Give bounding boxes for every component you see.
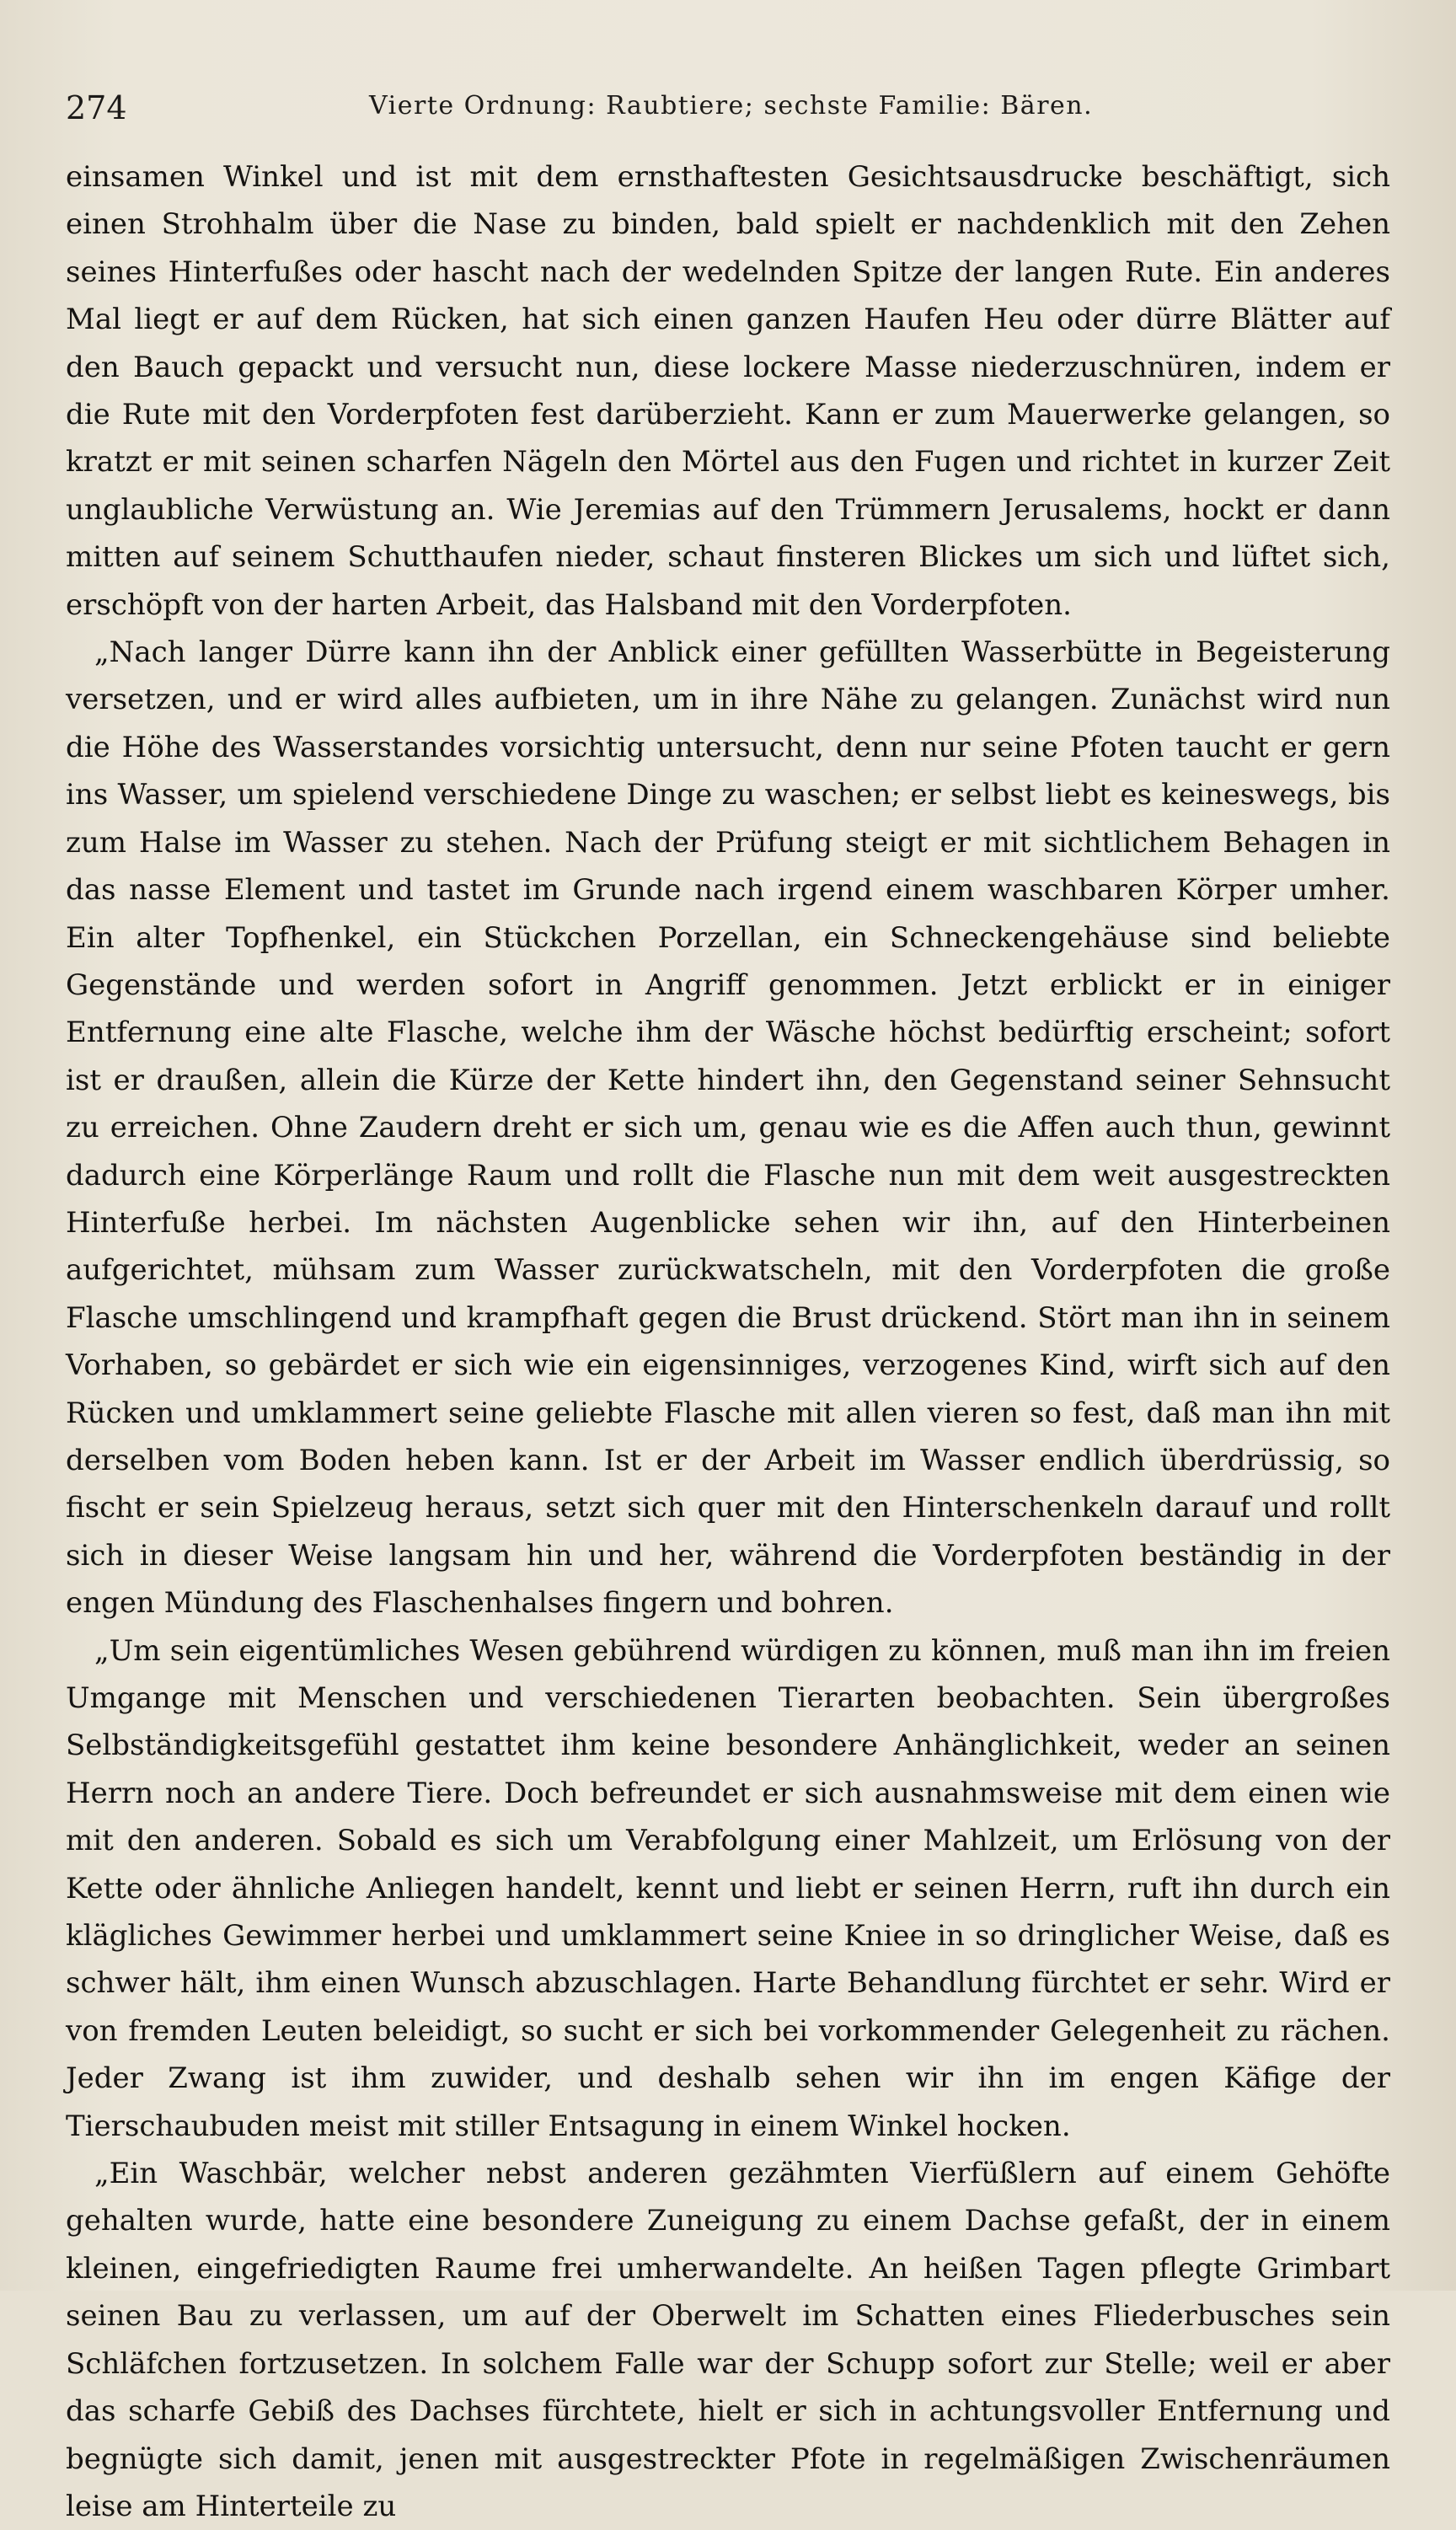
running-head: Vierte Ordnung: Raubtiere; sechste Familie: Bären. <box>369 91 1094 121</box>
page-header <box>66 81 1389 131</box>
page-number: 274 <box>66 89 127 126</box>
paragraph: „Nach langer Dürre kann ihn der Anblick einer gefüllten Wasserbütte in Begeisterung versetzen, und er wird alles aufbieten, um in ihre Nähe zu gelangen. Zunächst wird nun die Höhe des Wasserstandes vorsichtig untersucht, denn nur seine Pfoten taucht er gern ins Wasser, um spielend verschiedene Dinge zu waschen; er selbst liebt es keineswegs, bis zum Halse im Wasser zu stehen. Nach der Prüfung steigt er mit sichtlichem Behagen in das nasse Element und tastet im Grunde nach irgend einem waschbaren Körper umher. Ein alter Topfhenkel, ein Stückchen Porzellan, ein Schneckengehäuse sind beliebte Gegenstände und werden sofort in Angriff genommen. Jetzt erblickt er in einiger Entfernung eine alte Flasche, welche ihm der Wäsche höchst bedürftig erscheint; sofort ist er draußen, allein die Kürze der Kette hindert ihn, den Gegenstand seiner Sehnsucht zu erreichen. Ohne Zaudern dreht er sich um, genau wie es die Affen auch thun, gewinnt dadurch eine Körperlänge Raum und rollt die Flasche nun mit dem weit ausgestreckten Hinterfuße herbei. Im nächsten Augenblicke sehen wir ihn, auf den Hinterbeinen aufgerichtet, mühsam zum Wasser zurückwatscheln, mit den Vorderpfoten die große Flasche umschlingend und krampfhaft gegen die Brust drückend. Stört man ihn in seinem Vorhaben, so gebärdet er sich wie ein eigensinniges, verzogenes Kind, wirft sich auf den Rücken und umklammert seine geliebte Flasche mit allen vieren so fest, daß man ihn mit derselben vom Boden heben kann. Ist er der Arbeit im Wasser endlich überdrüssig, so fischt er sein Spielzeug heraus, setzt sich quer mit den Hinterschenkeln darauf und rollt sich in dieser Weise langsam hin und her, während die Vorderpfoten beständig in der engen Mündung des Flaschenhalses fingern und bohren. <box>66 635 1390 1621</box>
body-text <box>66 153 1390 2530</box>
paragraph: „Ein Waschbär, welcher nebst anderen gezähmten Vierfüßlern auf einem Gehöfte gehalten wurde, hatte eine besondere Zuneigung zu einem Dachse gefaßt, der in einem kleinen, eingefriedigten Raume frei umherwandelte. An heißen Tagen pflegte Grimbart seinen Bau zu verlassen, um auf der Oberwelt im Schatten eines Fliederbusches sein Schläfchen fortzusetzen. In solchem Falle war der Schupp sofort zur Stelle; weil er aber das scharfe Gebiß des Dachses fürchtete, hielt er sich in achtungsvoller Entfernung und begnügte sich damit, jenen mit ausgestreckter Pfote in regelmäßigen Zwischenräumen leise am Hinterteile zu <box>66 2157 1390 2523</box>
paragraph: einsamen Winkel und ist mit dem ernsthaftesten Gesichtsausdrucke beschäftigt, sich einen Strohhalm über die Nase zu binden, bald spielt er nachdenklich mit den Zehen seines Hinterfußes oder hascht nach der wedelnden Spitze der langen Rute. Ein anderes Mal liegt er auf dem Rücken, hat sich einen ganzen Haufen Heu oder dürre Blätter auf den Bauch gepackt und versucht nun, diese lockere Masse niederzuschnüren, indem er die Rute mit den Vorderpfoten fest darüberzieht. Kann er zum Mauerwerke gelangen, so kratzt er mit seinen scharfen Nägeln den Mörtel aus den Fugen und richtet in kurzer Zeit unglaubliche Verwüstung an. Wie Jeremias auf den Trümmern Jerusalems, hockt er dann mitten auf seinem Schutthaufen nieder, schaut finsteren Blickes um sich und lüftet sich, erschöpft von der harten Arbeit, das Halsband mit den Vorderpfoten. <box>66 160 1390 622</box>
paragraph: „Um sein eigentümliches Wesen gebührend würdigen zu können, muß man ihn im freien Umgange mit Menschen und verschiedenen Tierarten beobachten. Sein übergroßes Selbständigkeitsgefühl gestattet ihm keine besondere Anhänglichkeit, weder an seinen Herrn noch an andere Tiere. Doch befreundet er sich ausnahmsweise mit dem einen wie mit den anderen. Sobald es sich um Verabfolgung einer Mahlzeit, um Erlösung von der Kette oder ähnliche Anliegen handelt, kennt und liebt er seinen Herrn, ruft ihn durch ein klägliches Gewimmer herbei und umklammert seine Kniee in so dringlicher Weise, daß es schwer hält, ihm einen Wunsch abzuschlagen. Harte Behandlung fürchtet er sehr. Wird er von fremden Leuten beleidigt, so sucht er sich bei vorkommender Gelegenheit zu rächen. Jeder Zwang ist ihm zuwider, und deshalb sehen wir ihn im engen Käfige der Tierschaubuden meist mit stiller Entsagung in einem Winkel hocken. <box>66 1633 1390 2143</box>
